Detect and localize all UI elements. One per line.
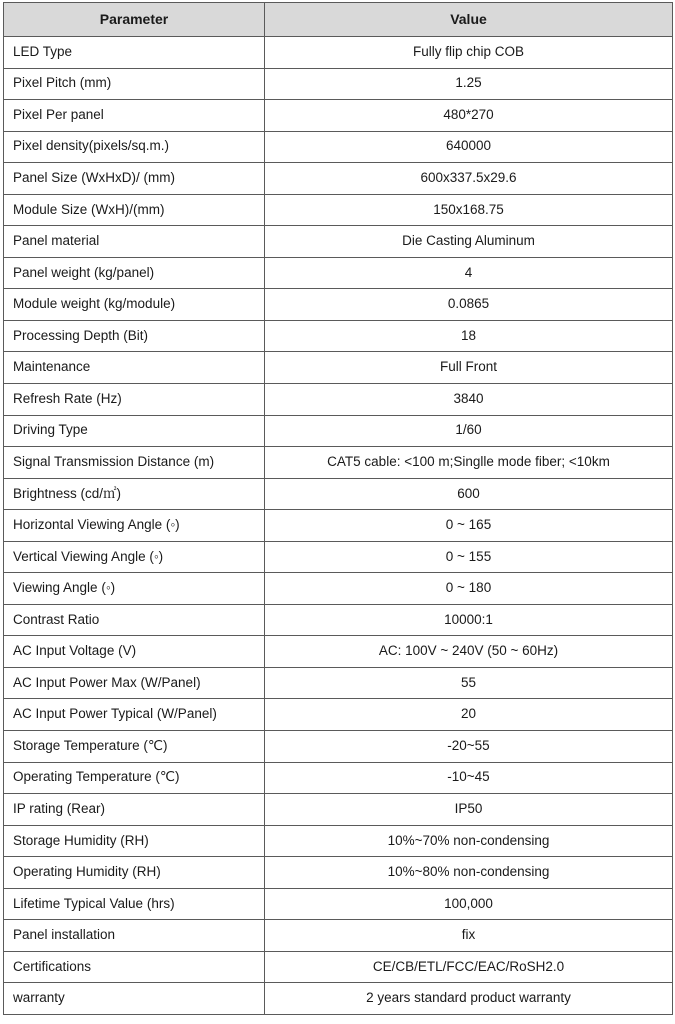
value-cell: 10000:1 <box>265 604 673 636</box>
header-parameter: Parameter <box>4 3 265 37</box>
value-cell: 0 ~ 155 <box>265 541 673 573</box>
value-cell: 55 <box>265 667 673 699</box>
table-row <box>4 163 673 195</box>
value-cell: 4 <box>265 257 673 289</box>
value-cell: 1/60 <box>265 415 673 447</box>
value-cell: 10%~80% non-condensing <box>265 857 673 889</box>
value-cell: 0.0865 <box>265 289 673 321</box>
value-cell: 1.25 <box>265 68 673 100</box>
parameter-cell: Certifications <box>4 951 265 983</box>
table-row <box>4 131 673 163</box>
header-value: Value <box>265 3 673 37</box>
value-cell: Full Front <box>265 352 673 384</box>
table-row <box>4 100 673 132</box>
table-row <box>4 226 673 258</box>
table-row <box>4 478 673 510</box>
parameter-cell: Lifetime Typical Value (hrs) <box>4 888 265 920</box>
value-cell: CAT5 cable: <100 m;Singlle mode fiber; <10km <box>265 447 673 479</box>
value-cell: 10%~70% non-condensing <box>265 825 673 857</box>
value-cell: 480*270 <box>265 100 673 132</box>
parameter-cell: Panel installation <box>4 920 265 952</box>
parameter-cell: Module Size (WxH)/(mm) <box>4 194 265 226</box>
parameter-cell: AC Input Power Max (W/Panel) <box>4 667 265 699</box>
value-cell: 150x168.75 <box>265 194 673 226</box>
parameter-cell: Vertical Viewing Angle (◦) <box>4 541 265 573</box>
value-cell: 640000 <box>265 131 673 163</box>
value-cell: 2 years standard product warranty <box>265 983 673 1015</box>
table-row <box>4 951 673 983</box>
table-row <box>4 447 673 479</box>
parameter-cell: Viewing Angle (◦) <box>4 573 265 605</box>
value-cell: 600 <box>265 478 673 510</box>
value-cell: fix <box>265 920 673 952</box>
value-cell: 3840 <box>265 384 673 416</box>
table-row <box>4 731 673 763</box>
parameter-cell: Operating Humidity (RH) <box>4 857 265 889</box>
value-cell: IP50 <box>265 794 673 826</box>
table-row <box>4 257 673 289</box>
table-row <box>4 68 673 100</box>
value-cell: Die Casting Aluminum <box>265 226 673 258</box>
parameter-cell: Processing Depth (Bit) <box>4 320 265 352</box>
parameter-cell: Pixel Per panel <box>4 100 265 132</box>
table-row <box>4 320 673 352</box>
parameter-cell: Module weight (kg/module) <box>4 289 265 321</box>
table-row <box>4 352 673 384</box>
parameter-cell: Panel weight (kg/panel) <box>4 257 265 289</box>
parameter-cell: AC Input Voltage (V) <box>4 636 265 668</box>
header-row <box>4 3 673 37</box>
parameter-cell: Signal Transmission Distance (m) <box>4 447 265 479</box>
value-cell: CE/CB/ETL/FCC/EAC/RoSH2.0 <box>265 951 673 983</box>
parameter-cell: LED Type <box>4 37 265 69</box>
table-row <box>4 636 673 668</box>
value-cell: 20 <box>265 699 673 731</box>
table-row <box>4 794 673 826</box>
parameter-cell: Refresh Rate (Hz) <box>4 384 265 416</box>
value-cell: 100,000 <box>265 888 673 920</box>
table-row <box>4 541 673 573</box>
parameter-cell: Contrast Ratio <box>4 604 265 636</box>
spec-table <box>3 2 673 1015</box>
parameter-cell: Driving Type <box>4 415 265 447</box>
value-cell: 0 ~ 180 <box>265 573 673 605</box>
parameter-cell: Pixel Pitch (mm) <box>4 68 265 100</box>
parameter-cell: Pixel density(pixels/sq.m.) <box>4 131 265 163</box>
table-row <box>4 384 673 416</box>
parameter-cell: Storage Humidity (RH) <box>4 825 265 857</box>
table-row <box>4 825 673 857</box>
parameter-cell: Operating Temperature (℃) <box>4 762 265 794</box>
table-row <box>4 604 673 636</box>
value-cell: 600x337.5x29.6 <box>265 163 673 195</box>
value-cell: AC: 100V ~ 240V (50 ~ 60Hz) <box>265 636 673 668</box>
parameter-cell: Horizontal Viewing Angle (◦) <box>4 510 265 542</box>
table-row <box>4 37 673 69</box>
table-row <box>4 920 673 952</box>
value-cell: Fully flip chip COB <box>265 37 673 69</box>
table-row <box>4 510 673 542</box>
table-row <box>4 888 673 920</box>
parameter-cell: AC Input Power Typical (W/Panel) <box>4 699 265 731</box>
table-row <box>4 983 673 1015</box>
table-row <box>4 762 673 794</box>
parameter-cell: Panel Size (WxHxD)/ (mm) <box>4 163 265 195</box>
table-row <box>4 194 673 226</box>
parameter-cell: Panel material <box>4 226 265 258</box>
value-cell: 0 ~ 165 <box>265 510 673 542</box>
parameter-cell: Storage Temperature (℃) <box>4 731 265 763</box>
table-row <box>4 699 673 731</box>
table-row <box>4 289 673 321</box>
value-cell: 18 <box>265 320 673 352</box>
table-row <box>4 667 673 699</box>
parameter-cell: Maintenance <box>4 352 265 384</box>
table-row <box>4 573 673 605</box>
parameter-cell: warranty <box>4 983 265 1015</box>
table-row <box>4 857 673 889</box>
parameter-cell: Brightness (cd/㎡) <box>4 478 265 510</box>
table-body <box>4 37 673 1015</box>
value-cell: -20~55 <box>265 731 673 763</box>
value-cell: -10~45 <box>265 762 673 794</box>
parameter-cell: IP rating (Rear) <box>4 794 265 826</box>
table-row <box>4 415 673 447</box>
